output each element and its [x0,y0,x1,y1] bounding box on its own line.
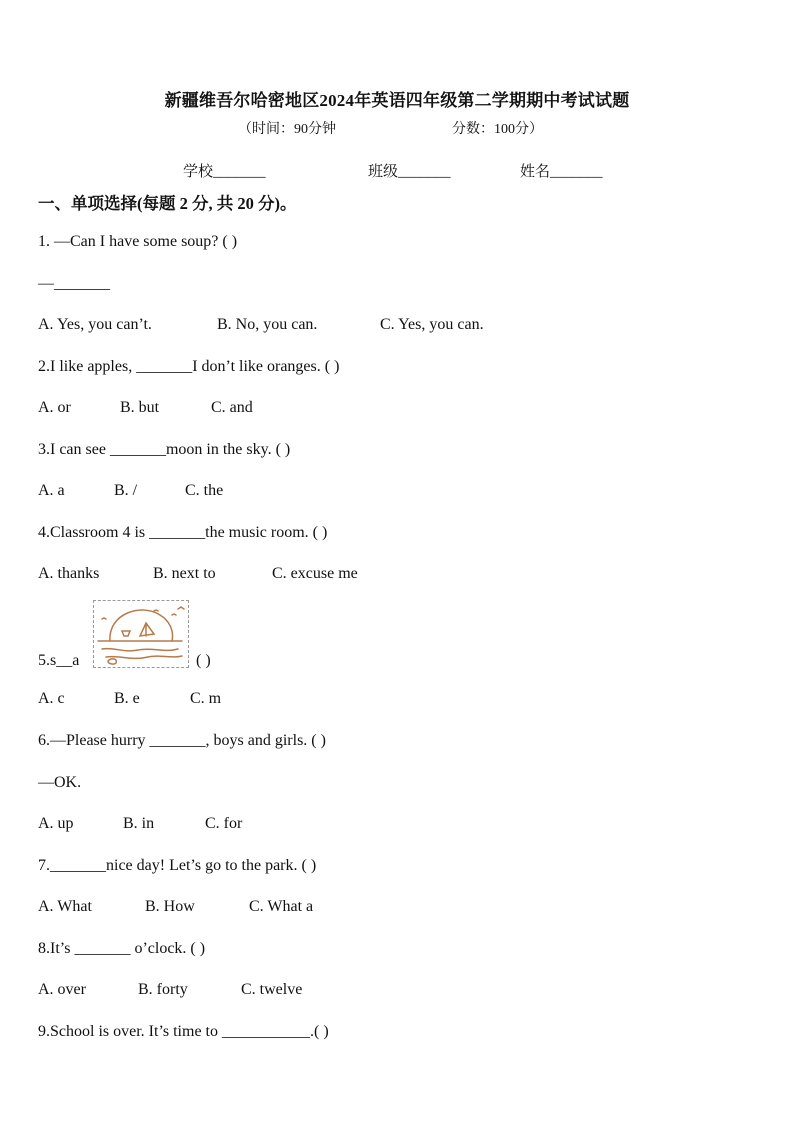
exam-time: （时间：90分钟 [238,122,336,137]
question-4-stem: 4.Classroom 4 is _______the music room. ( ) [38,524,328,541]
question-3-stem: 3.I can see _______moon in the sky. ( ) [38,441,291,458]
question-9-stem: 9.School is over. It’s time to ___________.( ) [38,1023,329,1040]
question-2-option-a[interactable]: A. or [38,399,71,416]
name-field[interactable]: 姓名_______ [520,164,603,180]
section-title: 一、单项选择(每题 2 分, 共 20 分)。 [38,194,297,213]
question-3-option-a[interactable]: A. a [38,482,65,499]
sea-sunset-picture [93,600,189,668]
question-6-option-a[interactable]: A. up [38,815,74,832]
question-3-option-c[interactable]: C. the [185,482,224,499]
question-5-option-b[interactable]: B. e [114,690,140,707]
question-2-stem: 2.I like apples, _______I don’t like oranges. ( ) [38,358,340,375]
question-2-option-b[interactable]: B. but [120,399,160,416]
question-8-stem: 8.It’s _______ o’clock. ( ) [38,940,206,957]
question-4-option-a[interactable]: A. thanks [38,565,100,582]
question-6-reply: —OK. [38,774,82,791]
question-7-option-b[interactable]: B. How [145,898,195,915]
exam-score: 分数：100分） [452,122,543,137]
question-6-option-b[interactable]: B. in [123,815,155,832]
question-1-option-b[interactable]: B. No, you can. [217,316,318,333]
question-2-option-c[interactable]: C. and [211,399,253,416]
question-3-option-b[interactable]: B. / [114,482,138,499]
question-5-answer-bracket: ( ) [196,652,211,669]
question-5-stem: 5.s__a [38,652,80,669]
question-5-option-a[interactable]: A. c [38,690,65,707]
page-title: 新疆维吾尔哈密地区2024年英语四年级第二学期期中考试试题 [164,91,630,110]
question-8-option-c[interactable]: C. twelve [241,981,303,998]
question-6-option-c[interactable]: C. for [205,815,243,832]
question-5-option-c[interactable]: C. m [190,690,222,707]
question-7-option-c[interactable]: C. What a [249,898,314,915]
sea-sunset-icon [94,601,188,667]
question-8-option-b[interactable]: B. forty [138,981,188,998]
class-field[interactable]: 班级_______ [368,164,451,180]
question-4-option-c[interactable]: C. excuse me [272,565,358,582]
question-1-option-c[interactable]: C. Yes, you can. [380,316,484,333]
question-7-stem: 7._______nice day! Let’s go to the park. ( ) [38,857,317,874]
question-6-stem: 6.—Please hurry _______, boys and girls. ( ) [38,732,326,749]
question-4-option-b[interactable]: B. next to [153,565,216,582]
question-1-answer-line: —_______ [38,275,110,292]
school-field[interactable]: 学校_______ [183,164,266,180]
question-1-stem: 1. —Can I have some soup? ( ) [38,233,238,250]
question-8-option-a[interactable]: A. over [38,981,86,998]
question-7-option-a[interactable]: A. What [38,898,92,915]
question-1-option-a[interactable]: A. Yes, you can’t. [38,316,152,333]
